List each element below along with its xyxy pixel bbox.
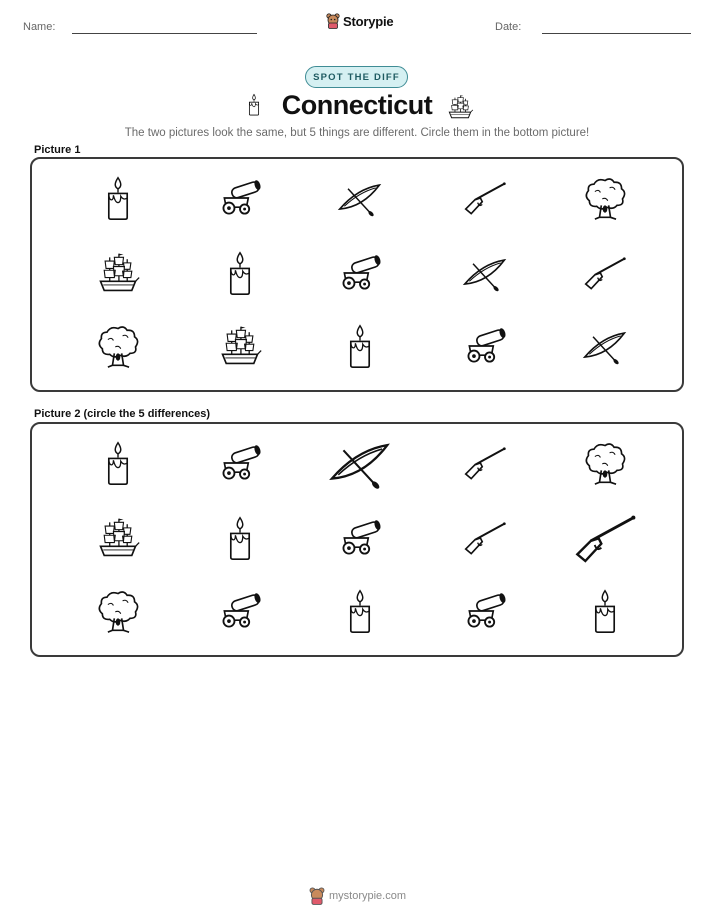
picture-1-panel [30, 157, 684, 392]
name-label: Name: [23, 21, 56, 33]
brand-name: Storypie [343, 13, 394, 29]
picture-2-musket-icon[interactable] [462, 515, 508, 561]
bear-mascot-icon [326, 13, 340, 29]
picture-2-cannon-icon[interactable] [217, 440, 263, 486]
footer [309, 887, 406, 905]
picture-2-musket-icon[interactable] [462, 440, 508, 486]
picture-2-cannon-icon[interactable] [337, 515, 383, 561]
picture-1-oak-tree-icon [582, 175, 628, 221]
picture-1-cannon-icon [462, 323, 508, 369]
picture-1-canoe-icon [337, 175, 383, 221]
picture-1-ship-icon [217, 323, 263, 369]
picture-1-oak-tree-icon [95, 323, 141, 369]
footer-url[interactable]: mystorypie.com [329, 890, 407, 902]
picture-1-label: Picture 1 [34, 144, 81, 156]
name-line[interactable] [72, 33, 257, 34]
picture-2-candle-icon[interactable] [95, 440, 141, 486]
bear-mascot-icon [309, 887, 325, 905]
candle-icon [244, 93, 264, 121]
spot-the-diff-badge: SPOT THE DIFF [305, 66, 408, 88]
picture-1-candle-icon [337, 323, 383, 369]
picture-2-oak-tree-icon[interactable] [95, 588, 141, 634]
picture-2-oak-tree-icon[interactable] [582, 440, 628, 486]
picture-1-musket-icon [582, 250, 628, 296]
date-label: Date: [495, 21, 522, 33]
picture-2-cannon-icon[interactable] [217, 588, 263, 634]
picture-2-candle-icon[interactable] [337, 588, 383, 634]
ship-icon [446, 91, 474, 128]
picture-1-musket-icon [462, 175, 508, 221]
brand-logo [326, 13, 393, 29]
page-title: Connecticut [281, 90, 433, 120]
picture-1-cannon-icon [337, 250, 383, 296]
picture-1-cannon-icon [217, 175, 263, 221]
picture-2-canoe-icon[interactable] [328, 431, 392, 495]
picture-2-ship-icon[interactable] [95, 515, 141, 561]
picture-1-candle-icon [95, 175, 141, 221]
picture-2-cannon-icon[interactable] [462, 588, 508, 634]
picture-2-musket-icon[interactable] [572, 505, 639, 572]
picture-2-label: Picture 2 (circle the 5 differences) [34, 408, 211, 420]
picture-1-ship-icon [95, 250, 141, 296]
picture-2-candle-icon[interactable] [582, 588, 628, 634]
instructions: The two pictures look the same, but 5 things are different. Circle them in the bottom picture! [124, 127, 590, 139]
date-line[interactable] [542, 33, 691, 34]
picture-1-candle-icon [217, 250, 263, 296]
picture-1-canoe-icon [462, 250, 508, 296]
picture-2-panel[interactable] [30, 422, 684, 657]
picture-2-candle-icon[interactable] [217, 515, 263, 561]
picture-1-canoe-icon [582, 323, 628, 369]
